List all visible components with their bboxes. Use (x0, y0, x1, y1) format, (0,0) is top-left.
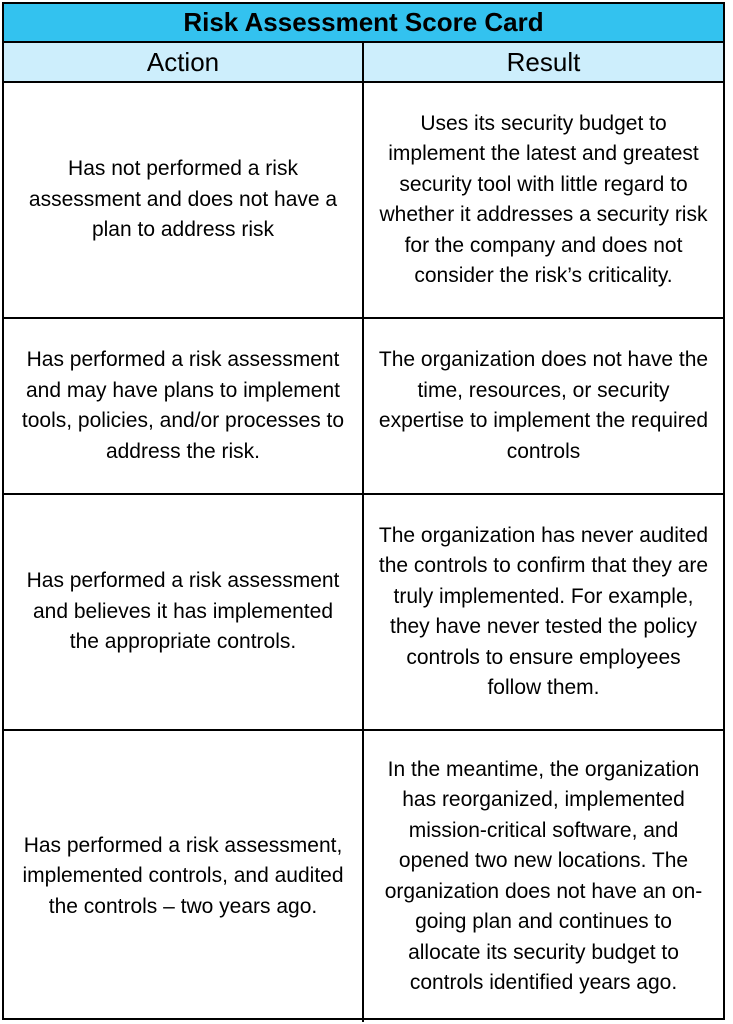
header-row (4, 43, 723, 83)
table-title: Risk Assessment Score Card (4, 4, 723, 43)
action-cell: Has performed a risk assessment and believes it has implemented the appropriate controls. (4, 495, 364, 729)
action-cell: Has performed a risk assessment, implemented controls, and audited the controls – two years ago. (4, 731, 364, 1022)
table-row (4, 83, 723, 319)
result-cell: Uses its security budget to implement the latest and greatest security tool with little regard to whether it addresses a security risk for the company and does not consider the risk’s criticality. (379, 111, 708, 287)
result-cell: In the meantime, the organization has reorganized, implemented mission-critical software, and opened two new locations. The organization does not have an on-going plan and continues to allocate its security budget to controls identified years ago. (384, 757, 703, 994)
action-cell: Has performed a risk assessment and may have plans to implement tools, policies, and/or processes to address the risk. (4, 319, 364, 493)
action-cell: Has not performed a risk assessment and does not have a plan to address risk (4, 83, 364, 317)
table-row (4, 495, 723, 731)
table-row (4, 731, 723, 1022)
action-column-header: Action (4, 43, 364, 81)
result-column-header: Result (506, 46, 581, 77)
score-card-table (2, 2, 725, 1020)
result-cell: The organization has never audited the controls to confirm that they are truly implemented. For example, they have never tested the policy controls to ensure employees follow them. (378, 523, 709, 699)
result-cell: The organization does not have the time, resources, or security expertise to implement the required controls (378, 348, 709, 463)
table-row (4, 319, 723, 495)
